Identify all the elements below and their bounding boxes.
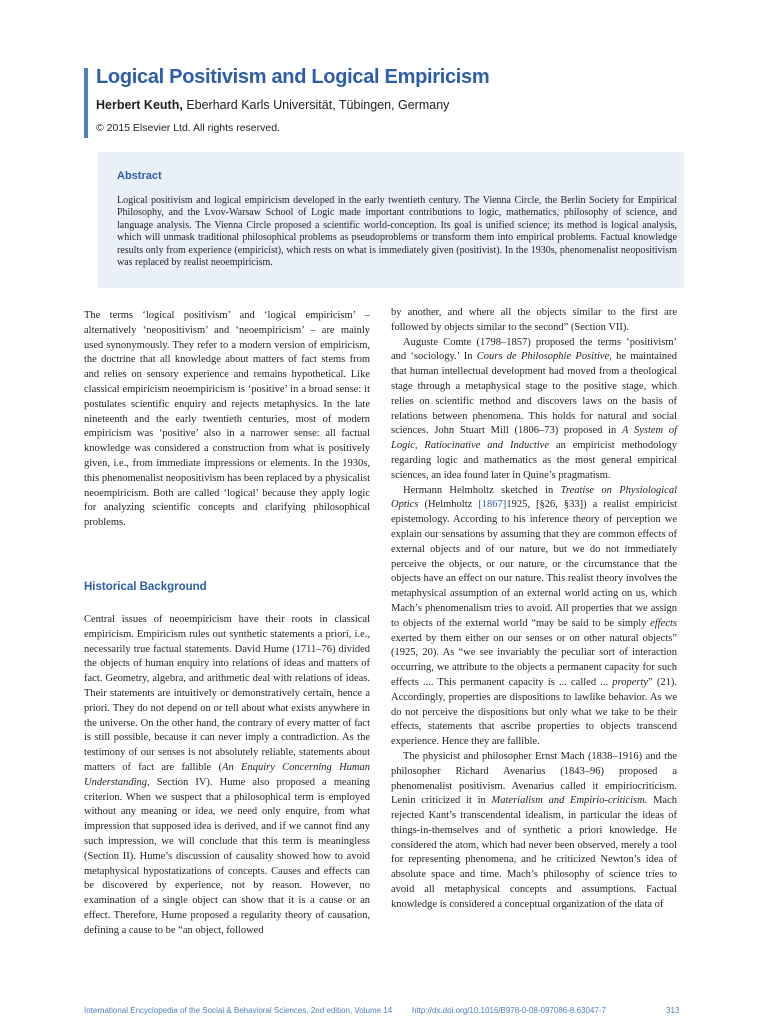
intro-column — [84, 309, 370, 531]
abstract-text: Logical positivism and logical empiricism developed in the early twentieth century. The Vienna Circle, the Berlin Society for Empirical Philosophy, and the Lvov-Warsaw School of Logic made important contributions to logic, mathematics, philosophy of science, and language analysis. The Vienna Circle proposed a scientific world-conception. Its goal is unified science; its method is logical analysis, which will unmask traditional philosophical problems as pseudoproblems or transform them into empirical problems. Factual knowledge results only from experience (empiricist), which rests on what is immediately given (positivist). In the 1930s, phenomenalist neopositivism was replaced by realist neoempiricism. — [117, 195, 677, 269]
author-affiliation: Eberhard Karls Universität, Tübingen, Germany — [186, 98, 450, 112]
footer-doi-link[interactable]: http://dx.doi.org/10.1016/B978-0-08-097086-8.63047-7 — [412, 1006, 606, 1015]
comte-paragraph: Auguste Comte (1798–1857) proposed the terms ‘positivism’ and ‘sociology.’ In Cours de Philosophie Positive, he maintained that human intellectual development had moved from a theological stage through a metaphysical stage to the positive stage, which relies on scientific method and discovers laws on the basis of relations between phenomena. This holds for natural and social sciences. John Stuart Mill (1806–73) proposed in A System of Logic, Ratiocinative and Inductive an empiricist methodology regarding logic and mathematics as the most general empirical sciences, an idea found later in Quine’s pragmatism. — [391, 336, 678, 481]
historical-column — [84, 613, 370, 939]
helmholtz-paragraph: Hermann Helmholtz sketched in Treatise on Physiological Optics (Helmholtz [1867]1925, [§26, §33]) a realist empiricist epistemology. According to his inference theory of perception we explain our sensations by assuming that they are common effects of external objects and of our nature, but we do not immediately perceive the objects, or our nature, or the circumstance that the objects have an effect on our nature. This realist theory involves the metaphysical assumption of an external world acting on us, which Mach’s phenomenalism tries to avoid. All properties that we assign to objects of the external world “may be said to be simply effects exerted by them either on our senses or on other natural objects” (1925, 20). As “we see invariably the peculiar sort of interaction occurring, we attribute to the objects a permanent capacity for such effects .... This permanent capacity is ... called ... property” (21). Accordingly, properties are dispositions to lawlike behavior. As we do not perceive the dispositions but only what we take to be their effects, statements that ascribe properties to objects transcend experience. Hence they are fallible. — [391, 484, 678, 748]
title-accent-bar — [84, 68, 88, 138]
footer-source: International Encyclopedia of the Social & Behavioral Sciences, 2nd edition, Volume 14 — [84, 1006, 393, 1015]
paragraph-continued: by another, and where all the objects similar to the first are followed by objects similar to the second” (Section VII). — [391, 307, 677, 333]
copyright-notice: © 2015 Elsevier Ltd. All rights reserved. — [96, 122, 280, 134]
right-column — [391, 306, 677, 913]
book-title: Treatise on Physiological Optics — [391, 484, 677, 511]
footer-page-number: 313 — [666, 1006, 680, 1015]
intro-paragraph: The terms ‘logical positivism’ and ‘logical empiricism’ – alternatively ‘neopositivism’ and ‘neoempiricism’ – are mainly used synonymously. They refer to a modern version of empiricism, the doctrine that all knowledge about matters of fact stems from and relies on sensory experience and remains hypothetical. Like classical empiricism neoempiricism is ‘positive’ in a broad sense: it postulates scientific enquiry and rejects metaphysics. In the late nineteenth and the early twentieth centuries, most of modern empiricism was ‘positive’ also in a narrower sense: all factual knowledge was considered a construction from what is positively given, i.e., from immediate impressions or elements. In the 1930s, this phenomenalist neopositivism has been replaced by a physicalist neoempiricism. Both are called ‘logical’ because they apply logic for analyzing scientific concepts and clarifying philosophical problems. — [84, 310, 370, 529]
hume-paragraph: Central issues of neoempiricism have their roots in classical empiricism. Empiricism rules out synthetic statements a priori, i.e., necessarily true factual statements. David Hume (1711–76) divided the objects of human enquiry into relations of ideas and matters of fact. Geometry, algebra, and arithmetic deal with relations of ideas. Their statements are intuitively or demonstratively certain, hence a priori. They do not depend on or tell about what exists anywhere in the universe. On the other hand, the contrary of every matter of fact is still possible, because it can never imply a contradiction. As the testimony of our senses is not absolutely reliable, statements about matters of fact are fallible (An Enquiry Concerning Human Understanding, Section IV). Hume also proposed a meaning criterion. When we suspect that a philosophical term is employed without any meaning or idea, we need only enquire, from what impression that supposed idea is derived, and if we cannot find any such impression, we will conclude that this term is meaningless (Section II). Hume’s discussion of causality showed how to avoid metaphysical hypostatizations of concepts. Causes and effects can be discovered by experience, not by reason. However, no examination of a single object can show that it is a cause or an effect. Therefore, Hume proposed a regularity theory of causation, defining a cause to be “an object, followed — [84, 614, 370, 936]
book-title: An Enquiry Concerning Human Understanding — [84, 761, 370, 788]
mach-paragraph: The physicist and philosopher Ernst Mach (1838–1916) and the philosopher Richard Avenarius (1843–96) proposed a phenomenalist positivism. Avenarius called it empiriocriticism. Lenin criticized it in Materialism and Empirio-criticism. Mach rejected Kant’s transcendental idealism, in particular the ideas of things-in-themselves and of synthetic a priori knowledge. He considered the atom, which had never been observed, merely a tool for representing phenomena, and he criticized Newton’s idea of absolute space and time. Mach’s philosophy of science tries to avoid all metaphysical concepts and assumptions. Factual knowledge is considered a conceptual organization of the data of — [391, 750, 677, 910]
book-title: A System of Logic, Ratiocinative and Inductive — [391, 425, 677, 452]
author-line — [96, 98, 449, 112]
section-heading-historical-background: Historical Background — [84, 581, 207, 593]
author-name: Herbert Keuth, — [96, 98, 183, 112]
book-title: Cours de Philosophie Positive, — [476, 351, 612, 363]
abstract-heading: Abstract — [117, 170, 162, 182]
citation-link[interactable]: [1867] — [478, 499, 507, 511]
article-title: Logical Positivism and Logical Empiricism — [96, 66, 490, 88]
book-title: Materialism and Empirio-criticism. — [491, 795, 648, 807]
